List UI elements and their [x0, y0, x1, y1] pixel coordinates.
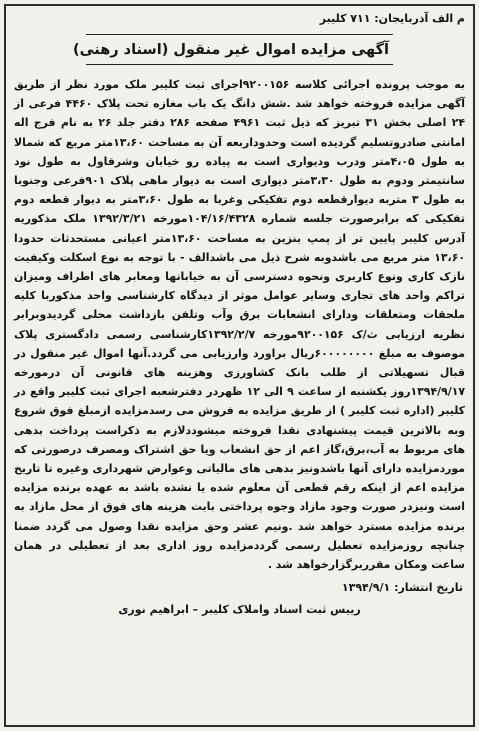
reference-number: م الف آذربایجان: ۷۱۱ کلیبر [319, 12, 465, 25]
signature-line: رییس ثبت اسناد واملاک کلیبر – ابراهیم نوری [118, 603, 361, 617]
publication-date: تاریخ انتشار: ۱۳۹۴/۹/۱ [341, 581, 463, 595]
notice-body: به موجب پرونده اجرائی کلاسه ۹۲۰۰۱۵۶اجرای ثبت کلیبر ملک مورد نظر از طریق آگهی مزایده فروخته خواهد شد .شش دانگ یک باب مغازه تحت پلاک ۴۴۶۰ فرعی از ۲۴ اصلی بخش ۳۱ تبریز که ذیل ثبت ۴۹۶۱ صفحه ۲۸۶ دفتر جلد ۲۶ به نام فرج اله امانتی صادروتسلیم گردیده است وحدوداربعه آن به مساحت ۱۳،۶۰متر مربع که شمالا به طول ۴،۰۵متر ودرب ودیواری است به پیاده رو خیابان وشرقاول به طول نود سانتیمتر ودوم به طول ۳،۳۰متر دیواری است به دیوار ماهی پلاک ۹۰۱فرعی وجنوبا به طول ۳ متربه دیوارقطعه دوم تفکیکی وغربا به طول ۳،۶۰متر به دیوار قطعه دوم تفکیکی که برابرصورت جلسه شماره ۱۰۴/۱۶/۴۳۲۸مورخه ۱۳۹۲/۳/۲۱ ملک مذکوریه آدرس کلیبر پایین تر از پمپ بنزین به مساحت ۱۳،۶۰متر اعیانی مستحدثات حدودا ۱۳،۶۰ متر مربع می باشدوبه شرح ذیل می باشدالف - با توجه به نوع اسکلت وکیفیت نازک کاری ونوع کاربری ونحوه دسترسی آن به خیابانها ومعابر های اطراف ومیزان تراکم واحد های تجاری وسایر عوامل موثر از دیدگاه کارشناسی واحد مذکوربا کلیه ملحقات ومتعلقات ودارای انشعابات برق وآب وتلفن بازداشت محلی گردیدوبرابر نظریه ارزیابی ث/ک ۹۲۰۰۱۵۶مورخه ۱۳۹۲/۲/۷کارشناسی رسمی دادگستری پلاک موصوف به مبلغ ۶۰۰۰۰۰۰۰۰ریال براورد وارزیابی می گردد.آنها اموال غیر منقول در قبال تسهیلاتی از طلب بانک کشاورزی وهزینه های قانونی آن درمورخه ۱۳۹۴/۹/۱۷روز یکشنبه از ساعت ۹ الی ۱۲ ظهردر دفترشعبه اجرای ثبت کلیبر واقع در کلیبر (اداره ثبت کلیبر ) از طریق مزایده به فروش می رسدمزایده ازمبلغ فوق شروع وبه بالاترین قیمت پیشنهادی نقدا فروخته میشوددلازم به ذکراست پرداخت بدهی های مربوط به آب،برق،گاز اعم از حق انشعاب ویا حق اشتراک ومصرف درصورتی که موردمزایده دارای آنها باشدونیز بدهی های مالیاتی وعوارض شهرداری وغیره تا تاریخ مزایده اعم از اینکه رقم قطعی آن معلوم شده یا نشده باشد به عهده برنده مزایده است ونیزدر صورت وجود مازاد وجوه پرداختی بابت هزینه های فوق از محل مازاد به برنده مزایده مسترد خواهد شد .ونیم عشر وحق مزایده نقدا وصول می گردد ضمنا چنانچه روزمزایده تعطیل رسمی گرددمزایده روز اداری بعد از تعطیلی در همان ساعت ومکان مقرربرگزارخواهد شد . [14, 78, 466, 572]
notice-frame [4, 4, 475, 727]
notice-title: آگهی مزایده اموال غیر منقول (اسناد رهنی) [86, 34, 393, 65]
